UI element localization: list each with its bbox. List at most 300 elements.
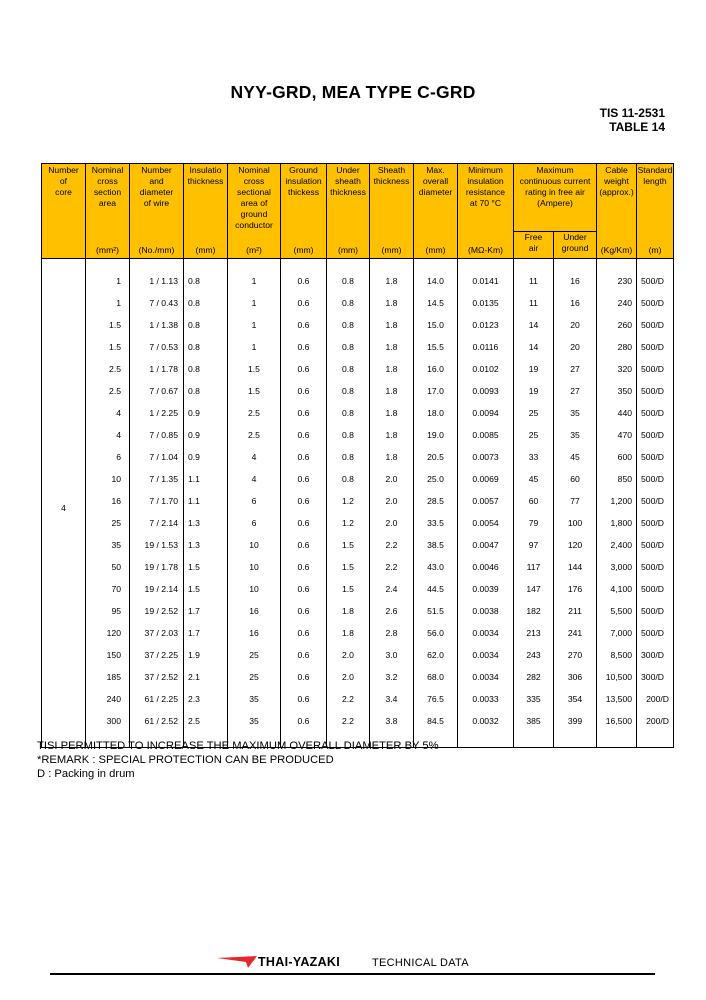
cell-res: 0.0085 <box>458 424 514 446</box>
standard-reference <box>600 106 665 134</box>
table-row <box>42 336 674 358</box>
spacer-cell <box>554 258 597 270</box>
footer-brand: THAI-YAZAKI <box>258 955 341 969</box>
table-spacer-row <box>42 258 674 270</box>
cell-wire: 61 / 2.25 <box>130 688 184 710</box>
cell-ground: 27 <box>554 358 597 380</box>
cell-ins: 1.5 <box>184 578 228 600</box>
cell-gnd-area: 1.5 <box>228 358 281 380</box>
cell-gnd-area: 10 <box>228 556 281 578</box>
cell-gnd-ins: 0.6 <box>281 358 327 380</box>
cell-gnd-ins: 0.6 <box>281 512 327 534</box>
table-row <box>42 380 674 402</box>
padding-cell <box>597 732 637 748</box>
cell-sheath: 2.4 <box>370 578 414 600</box>
header-label-line: resistance <box>465 187 506 197</box>
header-under-ground <box>554 231 597 258</box>
header-label-line: of wire <box>143 198 170 208</box>
cell-under: 1.5 <box>327 556 370 578</box>
cell-len: 500/D <box>637 336 674 358</box>
cell-gnd-area: 16 <box>228 600 281 622</box>
cell-weight: 260 <box>597 314 637 336</box>
padding-cell <box>458 732 514 748</box>
header-label-line: core <box>55 187 72 197</box>
cell-ground: 144 <box>554 556 597 578</box>
spacer-cell <box>514 258 554 270</box>
header-label-line: Number <box>141 165 172 175</box>
cell-len: 500/D <box>637 270 674 292</box>
cell-len: 500/D <box>637 622 674 644</box>
cell-gnd-area: 1 <box>228 336 281 358</box>
cell-free: 182 <box>514 600 554 622</box>
table-row <box>42 314 674 336</box>
cell-free: 213 <box>514 622 554 644</box>
cell-area: 1.5 <box>86 314 130 336</box>
header-label-line: Sheath <box>377 165 406 175</box>
cell-ground: 60 <box>554 468 597 490</box>
table-row <box>42 534 674 556</box>
spacer-cell <box>130 258 184 270</box>
table-row <box>42 358 674 380</box>
cell-free: 25 <box>514 402 554 424</box>
cell-area: 25 <box>86 512 130 534</box>
cell-dia: 28.5 <box>414 490 458 512</box>
cell-sheath: 1.8 <box>370 270 414 292</box>
cell-ground: 77 <box>554 490 597 512</box>
cell-weight: 4,100 <box>597 578 637 600</box>
cell-free: 335 <box>514 688 554 710</box>
cell-len: 300/D <box>637 666 674 688</box>
cell-sheath: 1.8 <box>370 446 414 468</box>
header-label-line: sheath <box>335 176 361 186</box>
cell-ins: 0.9 <box>184 446 228 468</box>
cell-ins: 2.1 <box>184 666 228 688</box>
cell-ins: 1.7 <box>184 622 228 644</box>
page-title: NYY-GRD, MEA TYPE C-GRD <box>230 82 476 102</box>
cell-res: 0.0116 <box>458 336 514 358</box>
cell-wire: 7 / 0.53 <box>130 336 184 358</box>
cell-under: 1.2 <box>327 490 370 512</box>
header-unit-gnd-area: (m²) <box>228 231 281 258</box>
cell-res: 0.0034 <box>458 622 514 644</box>
cell-under: 0.8 <box>327 468 370 490</box>
cell-dia: 18.0 <box>414 402 458 424</box>
table-row <box>42 688 674 710</box>
cell-under: 0.8 <box>327 446 370 468</box>
table-row <box>42 710 674 732</box>
cell-sheath: 1.8 <box>370 292 414 314</box>
cell-weight: 230 <box>597 270 637 292</box>
spacer-cell <box>327 258 370 270</box>
cell-under: 2.0 <box>327 666 370 688</box>
cell-free: 19 <box>514 380 554 402</box>
cell-res: 0.0141 <box>458 270 514 292</box>
cell-free: 11 <box>514 292 554 314</box>
cell-area: 1 <box>86 292 130 314</box>
cell-len: 500/D <box>637 556 674 578</box>
cell-gnd-ins: 0.6 <box>281 490 327 512</box>
cell-len: 500/D <box>637 512 674 534</box>
cell-wire: 19 / 1.53 <box>130 534 184 556</box>
spacer-cell <box>228 258 281 270</box>
cell-len: 500/D <box>637 490 674 512</box>
cell-area: 2.5 <box>86 380 130 402</box>
table-row <box>42 622 674 644</box>
cell-ins: 1.1 <box>184 468 228 490</box>
header-unit-wire: (No./mm) <box>130 231 184 258</box>
cell-wire: 7 / 0.67 <box>130 380 184 402</box>
header-label-line: diameter <box>139 187 174 197</box>
header-label-line: Under <box>563 231 587 242</box>
header-label-line: area <box>98 198 117 208</box>
cell-gnd-ins: 0.6 <box>281 578 327 600</box>
header-label-line: ground <box>240 209 268 219</box>
cell-dia: 20.5 <box>414 446 458 468</box>
note-special-protection: *REMARK : SPECIAL PROTECTION CAN BE PRODUCED <box>37 754 334 766</box>
header-ampere-rating <box>514 164 597 232</box>
table-body <box>42 258 674 747</box>
cell-area: 6 <box>86 446 130 468</box>
header-label-line: thickness <box>187 176 224 186</box>
cell-free: 14 <box>514 336 554 358</box>
cell-gnd-ins: 0.6 <box>281 292 327 314</box>
cell-area: 4 <box>86 424 130 446</box>
header-label-line: diameter <box>418 187 453 197</box>
cell-dia: 43.0 <box>414 556 458 578</box>
cell-ground: 241 <box>554 622 597 644</box>
cell-gnd-ins: 0.6 <box>281 600 327 622</box>
cell-ins: 0.8 <box>184 270 228 292</box>
cell-gnd-area: 25 <box>228 644 281 666</box>
cell-sheath: 3.8 <box>370 710 414 732</box>
spacer-cell <box>281 258 327 270</box>
cell-ins: 0.8 <box>184 336 228 358</box>
cell-dia: 15.5 <box>414 336 458 358</box>
cell-under: 0.8 <box>327 402 370 424</box>
cell-ins: 1.7 <box>184 600 228 622</box>
cell-res: 0.0093 <box>458 380 514 402</box>
cell-sheath: 2.0 <box>370 468 414 490</box>
cell-under: 2.2 <box>327 688 370 710</box>
cell-ins: 0.9 <box>184 402 228 424</box>
cell-ground: 35 <box>554 424 597 446</box>
cell-len: 500/D <box>637 578 674 600</box>
cell-sheath: 1.8 <box>370 380 414 402</box>
cell-free: 45 <box>514 468 554 490</box>
cell-res: 0.0034 <box>458 666 514 688</box>
table-row <box>42 600 674 622</box>
cell-gnd-area: 10 <box>228 578 281 600</box>
cell-gnd-area: 35 <box>228 688 281 710</box>
cell-free: 25 <box>514 424 554 446</box>
spacer-cell <box>458 258 514 270</box>
cell-under: 1.2 <box>327 512 370 534</box>
header-label-line: ground <box>561 242 589 253</box>
header-label-line: Under <box>336 165 360 175</box>
cell-dia: 56.0 <box>414 622 458 644</box>
cell-gnd-area: 35 <box>228 710 281 732</box>
table-row <box>42 512 674 534</box>
cell-weight: 320 <box>597 358 637 380</box>
cell-sheath: 1.8 <box>370 358 414 380</box>
header-weight <box>597 164 637 232</box>
cell-gnd-ins: 0.6 <box>281 622 327 644</box>
cell-res: 0.0039 <box>458 578 514 600</box>
cell-gnd-area: 1 <box>228 270 281 292</box>
cell-gnd-ins: 0.6 <box>281 380 327 402</box>
cell-weight: 280 <box>597 336 637 358</box>
header-unit-core <box>42 231 86 258</box>
table-row <box>42 270 674 292</box>
notes <box>37 739 439 781</box>
cell-weight: 850 <box>597 468 637 490</box>
cell-res: 0.0094 <box>458 402 514 424</box>
cell-dia: 19.0 <box>414 424 458 446</box>
cell-len: 500/D <box>637 446 674 468</box>
header-label-line: Nominal <box>238 165 270 175</box>
header-label-line: of <box>59 176 68 186</box>
cell-gnd-area: 6 <box>228 490 281 512</box>
cell-res: 0.0123 <box>458 314 514 336</box>
logo-red-wedge <box>217 956 257 968</box>
cell-ins: 2.5 <box>184 710 228 732</box>
cell-area: 2.5 <box>86 358 130 380</box>
cell-wire: 7 / 1.04 <box>130 446 184 468</box>
spacer-cell <box>597 258 637 270</box>
cell-area: 35 <box>86 534 130 556</box>
header-unit-ins: (mm) <box>184 231 228 258</box>
cell-wire: 1 / 1.38 <box>130 314 184 336</box>
cell-dia: 68.0 <box>414 666 458 688</box>
cell-len: 500/D <box>637 534 674 556</box>
table-row <box>42 644 674 666</box>
cell-wire: 19 / 2.52 <box>130 600 184 622</box>
cell-dia: 14.0 <box>414 270 458 292</box>
header-label-line: Number <box>48 165 79 175</box>
cell-area: 185 <box>86 666 130 688</box>
cell-dia: 33.5 <box>414 512 458 534</box>
header-res <box>458 164 514 232</box>
spacer-cell <box>370 258 414 270</box>
cell-area: 1.5 <box>86 336 130 358</box>
cell-ground: 211 <box>554 600 597 622</box>
cell-len: 500/D <box>637 424 674 446</box>
header-unit-dia: (mm) <box>414 231 458 258</box>
cell-weight: 1,200 <box>597 490 637 512</box>
spacer-cell <box>86 258 130 270</box>
cell-len: 500/D <box>637 292 674 314</box>
cell-weight: 7,000 <box>597 622 637 644</box>
cell-gnd-area: 16 <box>228 622 281 644</box>
cell-free: 33 <box>514 446 554 468</box>
cell-free: 147 <box>514 578 554 600</box>
cell-sheath: 2.8 <box>370 622 414 644</box>
padding-cell <box>637 732 674 748</box>
cell-under: 1.8 <box>327 622 370 644</box>
cell-gnd-area: 1 <box>228 292 281 314</box>
cell-res: 0.0034 <box>458 644 514 666</box>
cell-under: 0.8 <box>327 270 370 292</box>
cell-res: 0.0032 <box>458 710 514 732</box>
cell-free: 385 <box>514 710 554 732</box>
cell-weight: 16,500 <box>597 710 637 732</box>
header-label-line: air <box>528 242 539 253</box>
header-label-line: Insulatio <box>189 165 222 175</box>
header-free-air <box>514 231 554 258</box>
cell-len: 500/D <box>637 402 674 424</box>
cell-area: 150 <box>86 644 130 666</box>
cell-sheath: 3.4 <box>370 688 414 710</box>
cell-ins: 0.8 <box>184 358 228 380</box>
cell-ins: 0.8 <box>184 292 228 314</box>
cell-core: 4 <box>42 270 86 748</box>
cell-under: 0.8 <box>327 336 370 358</box>
cell-weight: 600 <box>597 446 637 468</box>
header-label-line: and <box>149 176 164 186</box>
table-row <box>42 490 674 512</box>
header-label-line: area of <box>240 198 268 208</box>
cell-gnd-ins: 0.6 <box>281 534 327 556</box>
cell-wire: 61 / 2.52 <box>130 710 184 732</box>
cell-wire: 37 / 2.03 <box>130 622 184 644</box>
cell-ground: 306 <box>554 666 597 688</box>
table-row <box>42 446 674 468</box>
cell-area: 70 <box>86 578 130 600</box>
cell-sheath: 2.2 <box>370 556 414 578</box>
cell-free: 97 <box>514 534 554 556</box>
cell-area: 95 <box>86 600 130 622</box>
cell-area: 120 <box>86 622 130 644</box>
cell-weight: 3,000 <box>597 556 637 578</box>
header-unit-weight: (Kg/Km) <box>597 231 637 258</box>
cell-dia: 84.5 <box>414 710 458 732</box>
header-sheath <box>370 164 414 232</box>
header-len <box>637 164 674 232</box>
cell-weight: 350 <box>597 380 637 402</box>
header-ins <box>184 164 228 232</box>
cell-gnd-ins: 0.6 <box>281 644 327 666</box>
cell-sheath: 3.2 <box>370 666 414 688</box>
table-row <box>42 402 674 424</box>
header-label-line: thickness <box>373 176 410 186</box>
cell-weight: 2,400 <box>597 534 637 556</box>
cell-area: 240 <box>86 688 130 710</box>
cell-gnd-area: 4 <box>228 446 281 468</box>
cell-len: 300/D <box>637 644 674 666</box>
cell-ins: 1.3 <box>184 512 228 534</box>
cell-len: 500/D <box>637 600 674 622</box>
cell-area: 1 <box>86 270 130 292</box>
cell-sheath: 2.0 <box>370 512 414 534</box>
cell-ground: 354 <box>554 688 597 710</box>
cell-under: 0.8 <box>327 292 370 314</box>
footer-divider <box>50 973 655 975</box>
cell-dia: 38.5 <box>414 534 458 556</box>
standard-number: TIS 11-2531 <box>599 106 665 120</box>
cell-gnd-ins: 0.6 <box>281 336 327 358</box>
header-label-line: cross <box>243 176 265 186</box>
cell-ins: 1.3 <box>184 534 228 556</box>
cell-wire: 1 / 2.25 <box>130 402 184 424</box>
header-under <box>327 164 370 232</box>
header-label-line: overall <box>422 176 449 186</box>
cell-gnd-area: 6 <box>228 512 281 534</box>
cell-dia: 62.0 <box>414 644 458 666</box>
header-unit-gnd-ins: (mm) <box>281 231 327 258</box>
cell-sheath: 2.2 <box>370 534 414 556</box>
cell-ground: 100 <box>554 512 597 534</box>
cell-res: 0.0057 <box>458 490 514 512</box>
cell-len: 200/D <box>637 688 674 710</box>
cell-len: 500/D <box>637 358 674 380</box>
header-unit-res: (MΩ-Km) <box>458 231 514 258</box>
note-diameter-tolerance: TISI PERMITTED TO INCREASE THE MAXIMUM OVERALL DIAMETER BY 5% <box>37 740 439 752</box>
cell-ground: 20 <box>554 336 597 358</box>
cell-ins: 0.9 <box>184 424 228 446</box>
cell-gnd-ins: 0.6 <box>281 314 327 336</box>
footer-subtitle: TECHNICAL DATA <box>372 957 469 969</box>
header-label-line: Max. <box>426 165 445 175</box>
cell-len: 200/D <box>637 710 674 732</box>
cell-free: 14 <box>514 314 554 336</box>
header-label-line: insulation <box>467 176 504 186</box>
cell-res: 0.0033 <box>458 688 514 710</box>
cell-ground: 16 <box>554 270 597 292</box>
spacer-cell <box>414 258 458 270</box>
cell-ground: 399 <box>554 710 597 732</box>
header-area <box>86 164 130 232</box>
cell-gnd-ins: 0.6 <box>281 468 327 490</box>
header-label-line: rating in free air <box>525 187 585 197</box>
header-label-line: thickness <box>330 187 366 197</box>
table-row <box>42 666 674 688</box>
cell-wire: 19 / 2.14 <box>130 578 184 600</box>
note-drum-packing: D : Packing in drum <box>37 768 135 780</box>
cell-area: 16 <box>86 490 130 512</box>
cell-free: 117 <box>514 556 554 578</box>
cell-ground: 35 <box>554 402 597 424</box>
cell-wire: 7 / 1.70 <box>130 490 184 512</box>
table-header <box>42 164 674 259</box>
header-dia <box>414 164 458 232</box>
cell-wire: 7 / 0.43 <box>130 292 184 314</box>
cell-wire: 7 / 2.14 <box>130 512 184 534</box>
cell-gnd-ins: 0.6 <box>281 688 327 710</box>
cell-res: 0.0069 <box>458 468 514 490</box>
cell-gnd-ins: 0.6 <box>281 556 327 578</box>
header-label-line: Cable <box>605 165 628 175</box>
header-label-line: length <box>643 176 667 186</box>
header-label-line: Free <box>524 231 543 242</box>
cell-area: 4 <box>86 402 130 424</box>
cell-sheath: 1.8 <box>370 402 414 424</box>
cell-ins: 1.9 <box>184 644 228 666</box>
header-unit-sheath: (mm) <box>370 231 414 258</box>
header-unit-area: (mm²) <box>86 231 130 258</box>
cell-sheath: 2.6 <box>370 600 414 622</box>
cell-dia: 44.5 <box>414 578 458 600</box>
cell-ground: 45 <box>554 446 597 468</box>
cell-ins: 1.5 <box>184 556 228 578</box>
cell-free: 19 <box>514 358 554 380</box>
header-label-line: thickess <box>287 187 320 197</box>
cell-under: 1.5 <box>327 534 370 556</box>
cell-sheath: 3.0 <box>370 644 414 666</box>
cell-wire: 37 / 2.25 <box>130 644 184 666</box>
table-row <box>42 424 674 446</box>
cell-under: 0.8 <box>327 358 370 380</box>
cell-weight: 10,500 <box>597 666 637 688</box>
